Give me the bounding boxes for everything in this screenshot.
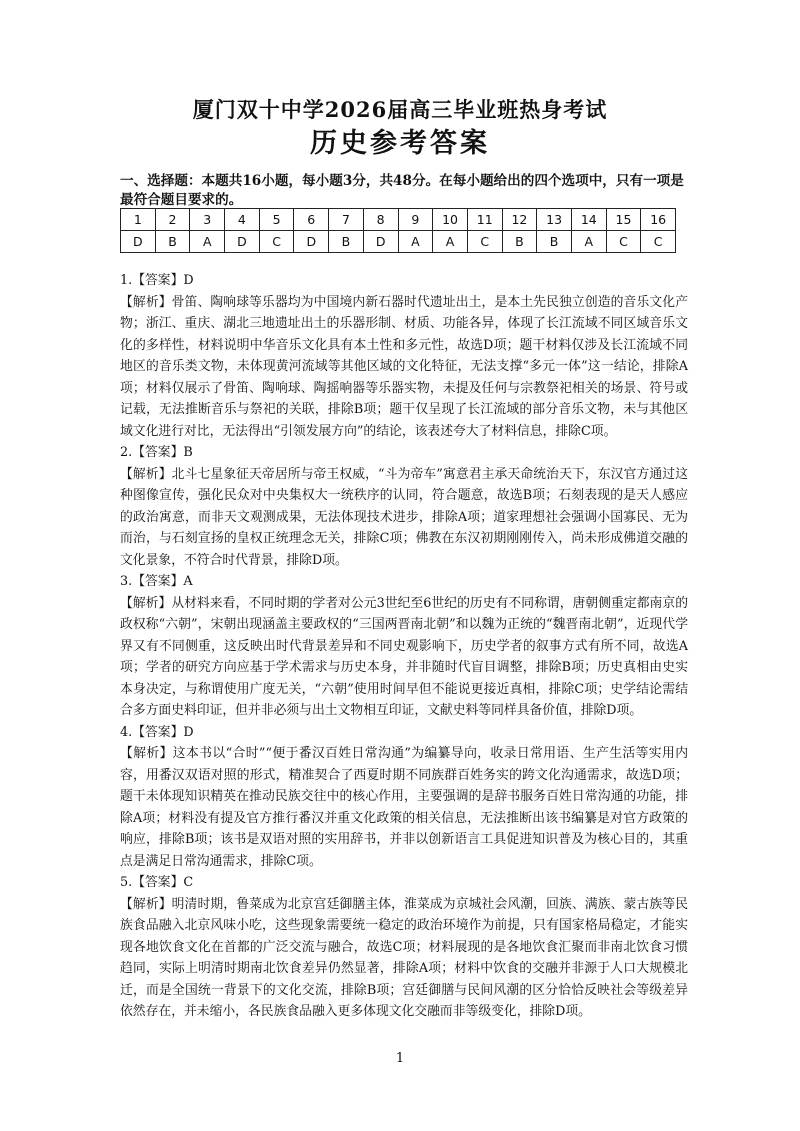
question-number: 16: [641, 209, 676, 231]
answer-cell: C: [641, 231, 676, 253]
answer-cell: A: [190, 231, 225, 253]
answer-heading: 2.【答案】B: [120, 445, 193, 460]
question-number: 8: [363, 209, 398, 231]
answer-cell: D: [121, 231, 156, 253]
question-number: 11: [467, 209, 502, 231]
question-number: 10: [433, 209, 468, 231]
answer-heading: 1.【答案】D: [120, 273, 194, 288]
answer-cell: B: [537, 231, 572, 253]
answer-analysis: 【解析】从材料来看，不同时期的学者对公元3世纪至6世纪的历史有不同称谓，唐朝侧重定都南京的政权称“六朝”，宋朝出现涵盖主要政权的“三国两晋南北朝”和以魏为正统的“魏晋南北朝”，近现代学界又有不同侧重，这反映出时代背景差异和不同史观影响下，历史学者的叙事方式有所不同，故选A项；学者的研究方向应基于学术需求与历史本身，并非随时代盲目调整，排除B项；历史真相由史实本身决定，与称谓使用广度无关，“六朝”使用时间早但不能说更接近真相，排除C项；史学结论需结合多方面史料印证，但并非必须与出土文物相互印证，文献史料等同样具备价值，排除D项。: [120, 595, 688, 718]
question-number: 6: [294, 209, 329, 231]
answer-cell: C: [259, 231, 294, 253]
answer-cell: A: [398, 231, 433, 253]
answer-cell: B: [502, 231, 537, 253]
answer-cell: A: [433, 231, 468, 253]
answer-analysis: 【解析】这本书以“合时”“便于番汉百姓日常沟通”为编纂导向，收录日常用语、生产生活等实用内容，用番汉双语对照的形式，精准契合了西夏时期不同族群百姓务实的跨文化沟通需求，故选D项；题干未体现知识精英在推动民族交往中的核心作用，主要强调的是辞书服务百姓日常沟通的功能，排除A项；材料没有提及官方推行番汉并重文化政策的相关信息，无法推断出该书编纂是对官方政策的响应，排除B项；该书是双语对照的实用辞书，并非以创新语言工具促进知识普及为核心目的，其重点是满足日常沟通需求，排除C项。: [120, 746, 688, 869]
section-instructions: 一、选择题：本题共16小题，每小题3分，共48分。在每小题给出的四个选项中，只有一项是最符合题目要求的。: [120, 173, 684, 208]
question-number: 4: [225, 209, 260, 231]
answer-analysis: 【解析】骨笛、陶响球等乐器均为中国境内新石器时代遗址出土，是本土先民独立创造的音乐文化产物；浙江、重庆、湖北三地遗址出土的乐器形制、材质、功能各异，体现了长江流域不同区域音乐文化的多样性，材料说明中华音乐文化具有本土性和多元性，故选D项；题干材料仅涉及长江流域不同地区的音乐类文物，未体现黄河流域等其他区域的文化特征，无法支撑“多元一体”这一结论，排除A项；材料仅展示了骨笛、陶响球、陶摇响器等乐器实物，未提及任何与宗教祭祀相关的场景、符号或记载，无法推断音乐与祭祀的关联，排除B项；题干仅呈现了长江流域的部分音乐文物，未与其他区域文化进行对比，无法得出“引领发展方向”的结论，该表述夸大了材料信息，排除C项。: [120, 294, 688, 439]
answer-cell: D: [363, 231, 398, 253]
document-title: 历史参考答案: [310, 128, 490, 159]
question-number: 5: [259, 209, 294, 231]
answer-table: [120, 208, 676, 253]
answer-cell: D: [294, 231, 329, 253]
question-number: 2: [155, 209, 190, 231]
answer-cell: A: [571, 231, 606, 253]
page-number: 1: [395, 1051, 405, 1066]
answer-cell: B: [329, 231, 364, 253]
answer-explanations: [120, 270, 688, 1023]
answer-analysis: 【解析】明清时期，鲁菜成为北京宫廷御膳主体，淮菜成为京城社会风潮，回族、满族、蒙古族等民族食品融入北京风味小吃，这些现象需要统一稳定的政治环境作为前提，只有国家格局稳定，才能实现各地饮食文化在首都的广泛交流与融合，故选C项；材料展现的是各地饮食汇聚而非南北饮食习惯趋同，实际上明清时期南北饮食差异仍然显著，排除A项；材料中饮食的交融并非源于人口大规模北迁，而是全国统一背景下的文化交流，排除B项；宫廷御膳与民间风潮的区分恰恰反映社会等级差异依然存在，并未缩小，各民族食品融入更多体现文化交融而非等级变化，排除D项。: [120, 896, 688, 1019]
exam-title: 厦门双十中学2026届高三毕业班热身考试: [192, 97, 608, 122]
question-number: 7: [329, 209, 364, 231]
answer-cell: D: [225, 231, 260, 253]
question-number: 14: [571, 209, 606, 231]
question-number: 1: [121, 209, 156, 231]
answer-table-answer-row: [121, 231, 676, 253]
question-number: 3: [190, 209, 225, 231]
question-number: 13: [537, 209, 572, 231]
question-number: 15: [606, 209, 641, 231]
answer-cell: C: [606, 231, 641, 253]
answer-heading: 5.【答案】C: [120, 875, 194, 890]
answer-analysis: 【解析】北斗七星象征天帝居所与帝王权威，“斗为帝车”寓意君主承天命统治天下，东汉官方通过这种图像宣传，强化民众对中央集权大一统秩序的认同，符合题意，故选B项；石刻表现的是天人感应的政治寓意，而非天文观测成果，无法体现技术进步，排除A项；道家理想社会强调小国寡民、无为而治，与石刻宣扬的皇权正统理念无关，排除C项；佛教在东汉初期刚刚传入，尚未形成佛道交融的文化景象，不符合时代背景，排除D项。: [120, 466, 688, 568]
answer-heading: 4.【答案】D: [120, 724, 194, 740]
answer-heading: 3.【答案】A: [120, 574, 193, 589]
answer-cell: C: [467, 231, 502, 253]
answer-cell: B: [155, 231, 190, 253]
answer-table-number-row: [121, 209, 676, 231]
question-number: 12: [502, 209, 537, 231]
question-number: 9: [398, 209, 433, 231]
